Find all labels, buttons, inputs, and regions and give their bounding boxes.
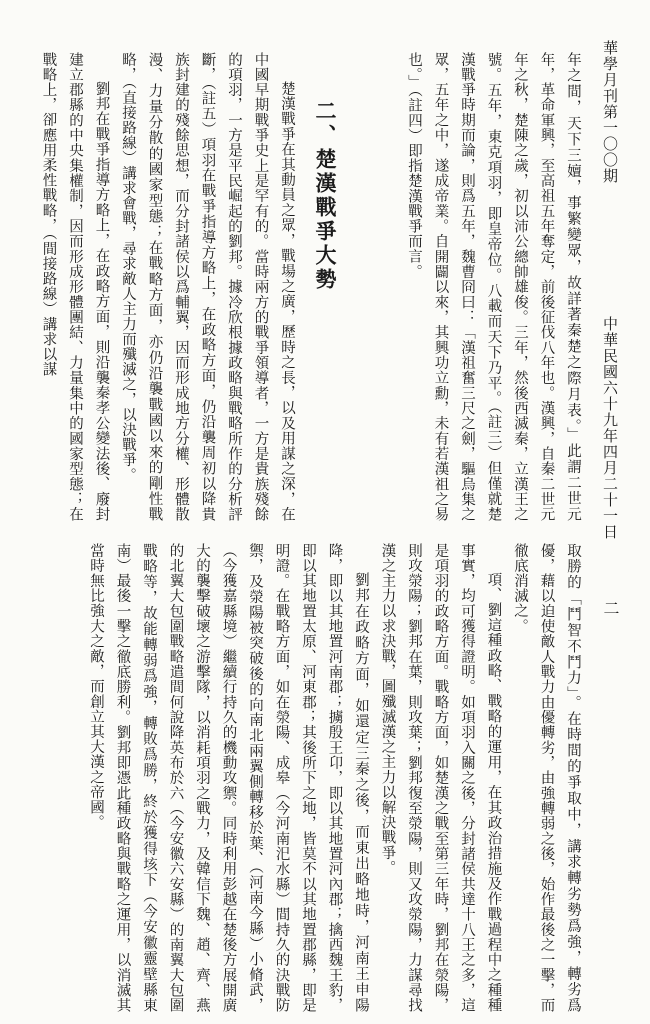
text-block-top-left: [28, 52, 300, 522]
page-header: [600, 40, 620, 540]
journal-title: 華學月刊第一〇〇期: [601, 40, 619, 184]
text-block-top-right: [346, 52, 586, 522]
text-block-bottom: [28, 543, 586, 1013]
paragraph: 劉邦在政略方面，如還定三秦之後，而東出略地時，河南王申陽降，即以其地置河南郡；擄殷王卬，即以其地置河內郡；擒西魏王豹，即以其地置太原、河東郡；其後所下之地，皆莫不以其地置郡縣，即是明證。在戰略方面，如在滎陽、成皋（今河南汜水縣）間持久的決戰防禦，及滎陽被突破後的向南北兩翼側轉移於葉、（河南今縣）小脩武，（今獲嘉縣境）繼續行持久的機動攻禦。同時利用彭越在楚後方展開廣大的襲擊破壞之游擊隊，以消耗項羽之戰力，及韓信下魏、趙、齊、燕的北翼大包圍戰略遣間何說降英布於六（今安徽六安縣）的南翼大包圍戰略等，故能轉弱爲強，轉敗爲勝，終於獲得垓下（今安徽靈壁縣東南）最後一擊之徹底勝利。劉邦即憑此種政略與戰略之運用，以消滅其當時無比強大之敵，而創立其大漢之帝國。: [88, 543, 369, 1013]
page-number: 二: [601, 600, 620, 616]
section-heading: 二、楚漢戰爭大勢: [313, 100, 338, 292]
paragraph: 劉邦在戰爭指導方略上，在政略方面，則沿襲秦孝公變法後、廢封建立郡縣的中央集權制，因而形成形體團結、力量集中的國家型態；在戰略上，卻應用柔性戰略，（間接路線）講求以謀: [40, 52, 110, 522]
paragraph: 項、劉這種政略、戰略的運用，在其政治措施及作戰過程中之種種事實，均可獲得證明。如項羽入關之後，分封諸侯共達十八王之多，這是項羽的政略方面。戰略方面，如楚漢之戰至第三年時，劉邦在滎陽，則攻滎陽；劉邦在葉，則攻葉；劉邦復至滎陽，則又攻滎陽，力謀尋找漢之主力以求決戰，圖殲滅漢之主力以解決戰爭。: [379, 543, 502, 1013]
paragraph: 取勝的「鬥智不鬥力」。在時間的爭取中，講求轉劣勢爲強，轉劣爲優，藉以迫使敵人戰力由優轉劣，由強轉弱之後，始作最後之一擊，而徹底消滅之。: [512, 543, 581, 1013]
paragraph: 年之間，天下三嬗，事繁變眾，故詳著秦楚之際月表。」此謂二世元年，革命軍興，至高祖五年奪定，前後征伐八年也。漢興，自秦二世元年之秋，楚陳之歲，初以沛公總帥雄俊。三年，然後西滅秦，立漢王之號。五年，東克項羽，即皇帝位。八載而天下乃平。（註三）但僅就楚漢戰爭時期而論，則爲五年，魏曹冏曰：「漢祖奮三尺之劍，驅烏集之眾，五年之中，遂成帝業。自開闢以來，其興功立勳，未有若漢祖之易也。」（註四）即指楚漢戰爭而言。: [406, 52, 581, 522]
paragraph: 楚漢戰爭在其動員之眾，戰場之廣，歷時之長，以及用謀之深，在中國早期戰爭史上是罕有的。當時兩方的戰爭領導者，一方是貴族殘餘的項羽，一方是平民崛起的劉邦。據冷欣根據政略與戰略所作的分析評斷，（註五）項羽在戰爭指導方略上，在政略方面，仍沿襲周初以降貴族封建的殘餘思想，而分封諸侯以爲輔翼，因而形成地方分權、形體散漫、力量分散的國家型態；在戰略方面，亦仍沿襲戰國以來的剛性戰略，（直接路線）講求會戰，尋求敵人主力而殲滅之，以決戰爭。: [120, 52, 295, 522]
publication-date: 中華民國六十九年四月二十一日: [601, 316, 619, 540]
